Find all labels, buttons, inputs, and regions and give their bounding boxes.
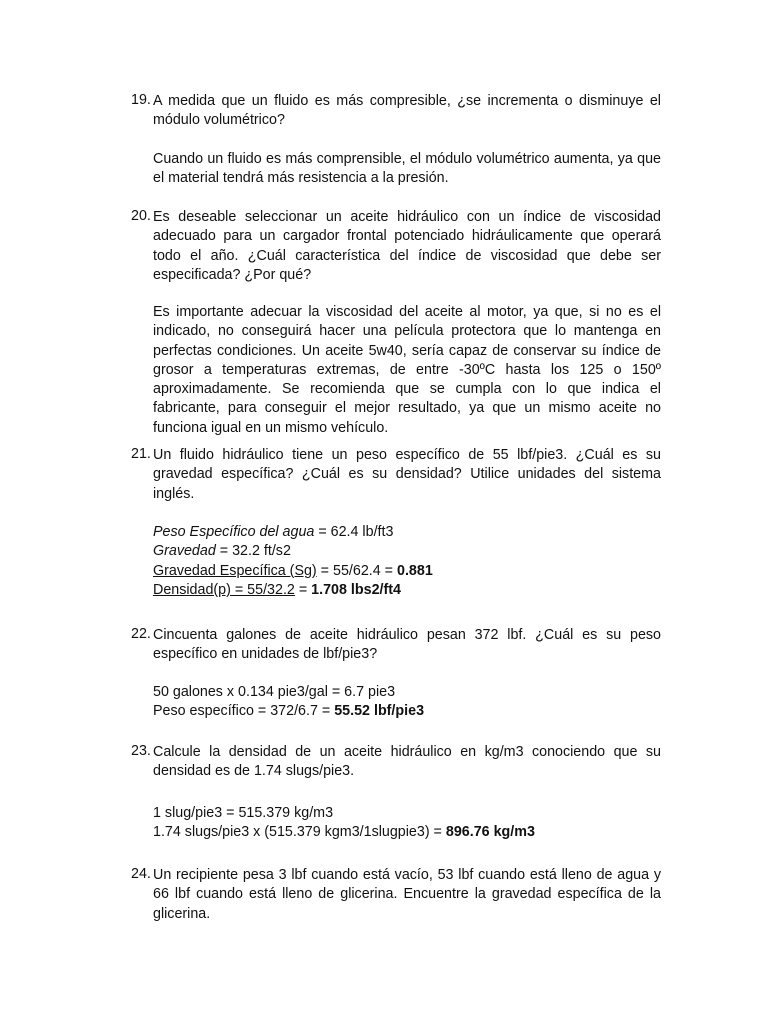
answer-line: 50 galones x 0.134 pie3/gal = 6.7 pie3 — [153, 684, 396, 700]
question-number: 22. — [131, 626, 151, 642]
question-text: Calcule la densidad de un aceite hidráulico en kg/m3 conociendo que su densidad es de 1.74 slugs/pie3. — [153, 744, 661, 780]
answer-21 — [153, 523, 661, 600]
answer-line — [153, 581, 661, 600]
answer-line — [153, 702, 661, 721]
question-22 — [131, 626, 661, 665]
question-number: 23. — [131, 743, 151, 759]
question-number: 20. — [131, 208, 151, 224]
question-21 — [131, 446, 661, 504]
answer-line — [153, 823, 661, 842]
line-label: Gravedad Específica (Sg) — [153, 562, 317, 579]
answer-line — [153, 542, 661, 561]
question-20 — [131, 208, 661, 285]
question-text: A medida que un fluido es más compresible, ¿se incrementa o disminuye el módulo volumétrico? — [153, 93, 661, 129]
question-number: 24. — [131, 866, 151, 882]
question-24 — [131, 866, 661, 924]
line-rest: = 55/62.4 = — [316, 562, 397, 579]
line-label: Peso Específico del agua — [153, 524, 315, 540]
question-text: Un fluido hidráulico tiene un peso específico de 55 lbf/pie3. ¿Cuál es su gravedad específica? ¿Cuál es su densidad? Utilice unidades del sistema inglés. — [153, 447, 661, 502]
question-23 — [131, 743, 661, 782]
line-rest: = 62.4 lb/ft3 — [314, 524, 394, 540]
answer-19: Cuando un fluido es más comprensible, el módulo volumétrico aumenta, ya que el material tendrá más resistencia a la presión. — [153, 151, 661, 187]
line-label: Gravedad — [153, 543, 216, 560]
line-rest: = — [294, 581, 312, 598]
line-result: 0.881 — [397, 562, 433, 579]
answer-20: Es importante adecuar la viscosidad del aceite al motor, ya que, si no es el indicado, no conseguirá hacer una película protectora que lo mantenga en perfectas condiciones. Un aceite 5w40, sería capaz de conservar su índice de grosor a temperaturas extremas, de entre -30ºC hasta los 125 o 150º aproximadamente. Se recomienda que se cumpla con lo que indica el fabricante, para conseguir el mejor resultado, ya que un mismo aceite no funciona igual en un mismo vehículo. — [153, 304, 661, 436]
answer-line: 1 slug/pie3 = 515.379 kg/m3 — [153, 805, 334, 821]
question-text: Es deseable seleccionar un aceite hidráulico con un índice de viscosidad adecuado para un cargador frontal potenciado hidráulicamente que operará todo el año. ¿Cuál característica del índice de viscosidad que debe ser especificada? ¿Por qué? — [153, 209, 661, 283]
line-text: Peso específico = 372/6.7 = — [153, 703, 335, 720]
answer-line — [153, 562, 661, 581]
question-text: Un recipiente pesa 3 lbf cuando está vacío, 53 lbf cuando está lleno de agua y 66 lbf cuando está lleno de glicerina. Encuentre la gravedad específica de la glicerina. — [153, 867, 661, 922]
answer-line — [153, 523, 661, 542]
answer-23 — [153, 804, 661, 843]
line-rest: = 32.2 ft/s2 — [215, 543, 291, 560]
question-number: 19. — [131, 92, 151, 108]
line-result: 1.708 lbs2/ft4 — [311, 581, 401, 598]
line-result: 896.76 kg/m3 — [445, 824, 535, 841]
question-number: 21. — [131, 446, 151, 462]
line-result: 55.52 lbf/pie3 — [334, 703, 425, 720]
line-text: 1.74 slugs/pie3 x (515.379 kgm3/1slugpie3) = — [153, 824, 446, 841]
line-label: Densidad(p) = 55/32.2 — [153, 581, 295, 598]
question-text: Cincuenta galones de aceite hidráulico pesan 372 lbf. ¿Cuál es su peso específico en unidades de lbf/pie3? — [153, 627, 661, 663]
question-19 — [131, 92, 661, 131]
answer-22 — [153, 683, 661, 722]
